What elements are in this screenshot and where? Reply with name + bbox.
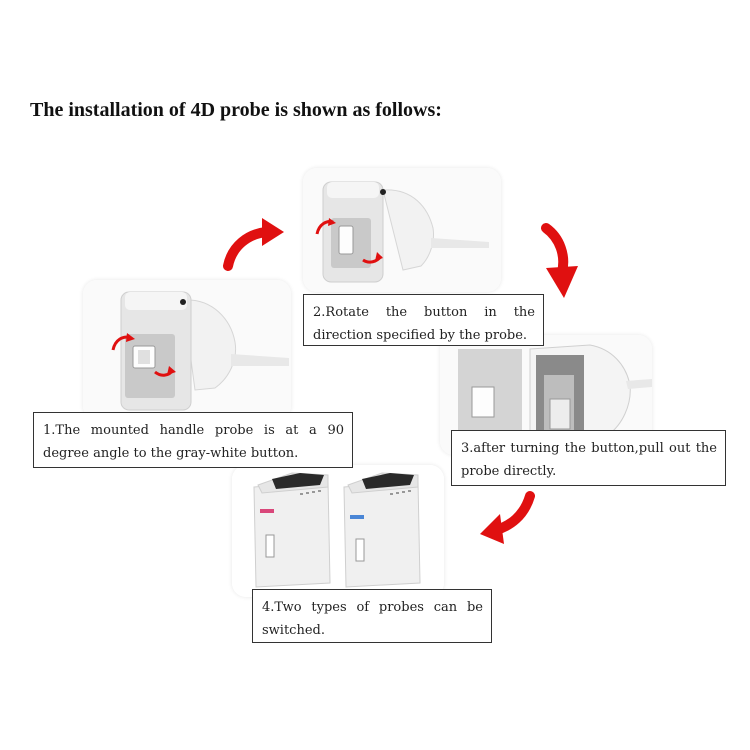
page-title: The installation of 4D probe is shown as follows: <box>30 99 442 121</box>
step3-caption <box>451 430 726 486</box>
curved-arrow-icon <box>536 222 582 300</box>
step2-caption <box>303 294 544 346</box>
step4-caption-text: 4.Two types of probes can be switched. <box>262 600 483 638</box>
step4-image-panel <box>232 465 444 597</box>
curved-arrow-icon <box>222 212 286 272</box>
step2-image-panel <box>303 168 501 292</box>
step4-caption <box>252 589 492 643</box>
step3-caption-text: 3.after turning the button,pull out the probe directly. <box>461 441 717 479</box>
step2-handle-probe-image <box>303 168 501 292</box>
step4-two-probes-image <box>232 465 444 597</box>
step1-image-panel <box>83 280 291 420</box>
step1-caption-text: 1.The mounted handle probe is at a 90 degree angle to the gray-white button. <box>43 423 344 461</box>
curved-arrow-icon <box>478 490 536 546</box>
step1-caption <box>33 412 353 468</box>
step2-caption-text: 2.Rotate the button in the direction specified by the probe. <box>313 305 535 343</box>
step1-handle-probe-image <box>83 280 291 420</box>
